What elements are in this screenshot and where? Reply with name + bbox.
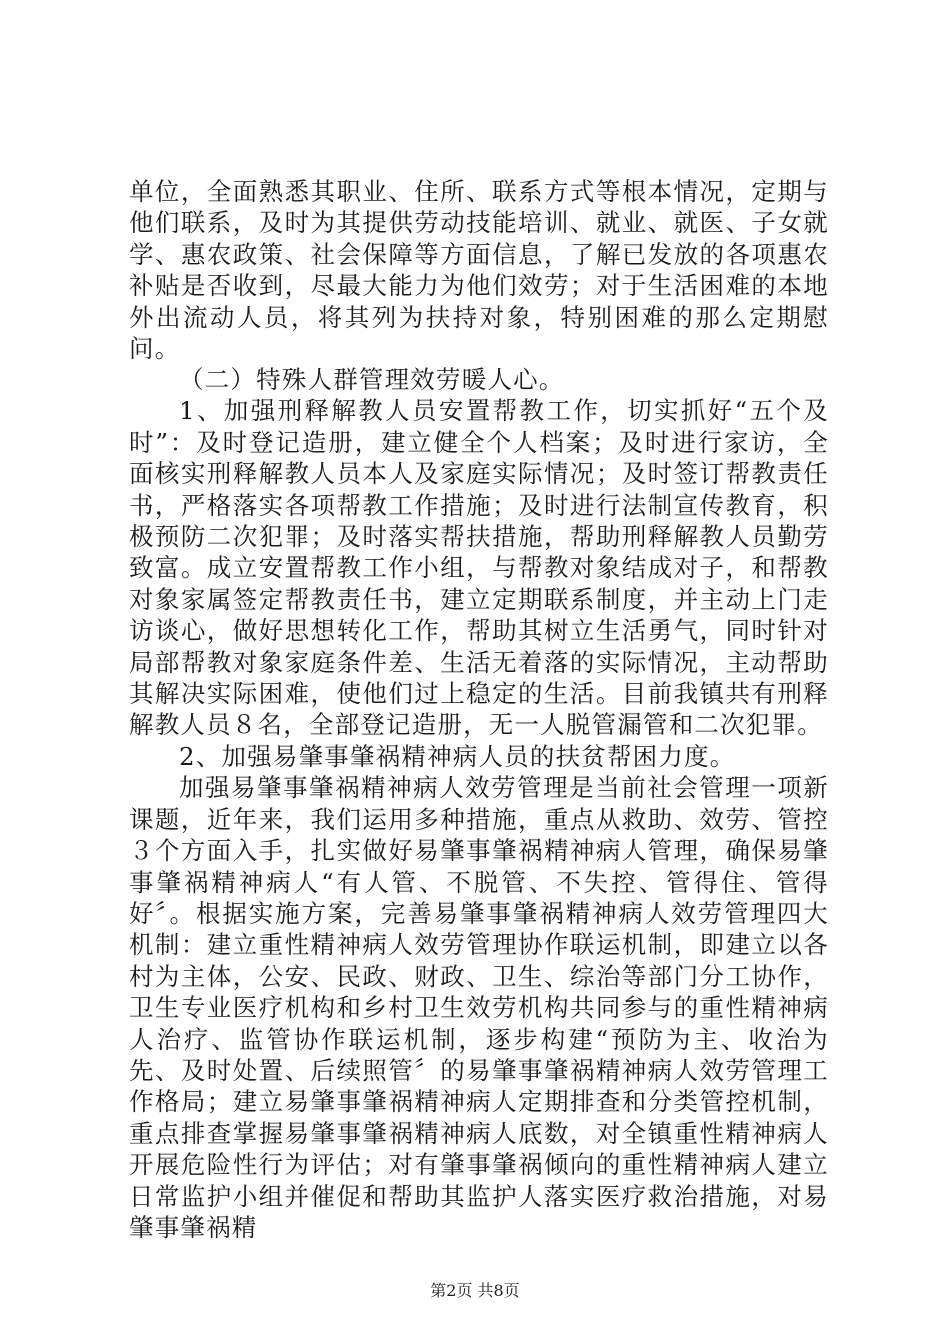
page-footer: 第2页 共8页 bbox=[430, 1281, 520, 1300]
paragraph-mental-patients-management: 加强易肇事肇祸精神病人效劳管理是当前社会管理一项新课题，近年来，我们运用多种措施，重点从救助、效劳、管控３个方面入手，扎实做好易肇事肇祸精神病人管理，确保易肇事肇祸精神病人“有人管、不脱管、不失控、管得住、管得好〞。根据实施方案，完善易肇事肇祸精神病人效劳管理四大机制：建立重性精神病人效劳管理协作联运机制，即建立以各村为主体，公安、民政、财政、卫生、综治等部门分工协作，卫生专业医疗机构和乡村卫生效劳机构共同参与的重性精神病人治疗、监管协作联运机制，逐步构建“预防为主、收治为先、及时处置、后续照管〞的易肇事肇祸精神病人效劳管理工作格局；建立易肇事肇祸精神病人定期排查和分类管控机制，重点排查掌握易肇事肇祸精神病人底数，对全镇重性精神病人开展危险性行为评估；对有肇事肇祸倾向的重性精神病人建立日常监护小组并催促和帮助其监护人落实医疗救治措施，对易肇事肇祸精 bbox=[129, 773, 829, 1242]
body-text-main bbox=[129, 364, 829, 1243]
paragraph-released-prisoners: 1、加强刑释解教人员安置帮教工作，切实抓好“五个及时”：及时登记造册，建立健全个人档案；及时进行家访，全面核实刑释解教人员本人及家庭实际情况；及时签订帮教责任书，严格落实各项帮教工作措施；及时进行法制宣传教育，积极预防二次犯罪；及时落实帮扶措施，帮助刑释解教人员勤劳致富。成立安置帮教工作小组，与帮教对象结成对子，和帮教对象家属签定帮教责任书，建立定期联系制度，并主动上门走访谈心，做好思想转化工作，帮助其树立生活勇气，同时针对局部帮教对象家庭条件差、生活无着落的实际情况，主动帮助其解决实际困难，使他们过上稳定的生活。目前我镇共有刑释解教人员８名，全部登记造册，无一人脱管漏管和二次犯罪。 bbox=[129, 396, 829, 740]
paragraph-migrant-services: 单位，全面熟悉其职业、住所、联系方式等根本情况，定期与他们联系，及时为其提供劳动技能培训、就业、就医、子女就学、惠农政策、社会保障等方面信息，了解已发放的各项惠农补贴是否收到，尽最大能力为他们效劳；对于生活困难的本地外出流动人员，将其列为扶持对象，特别困难的那么定期慰问。 bbox=[129, 177, 829, 364]
section-heading-special-groups: （二）特殊人群管理效劳暖人心。 bbox=[179, 365, 565, 394]
body-text-top bbox=[129, 176, 829, 364]
subheading-mental-patients: 2、加强易肇事肇祸精神病人员的扶贫帮困力度。 bbox=[179, 741, 736, 771]
